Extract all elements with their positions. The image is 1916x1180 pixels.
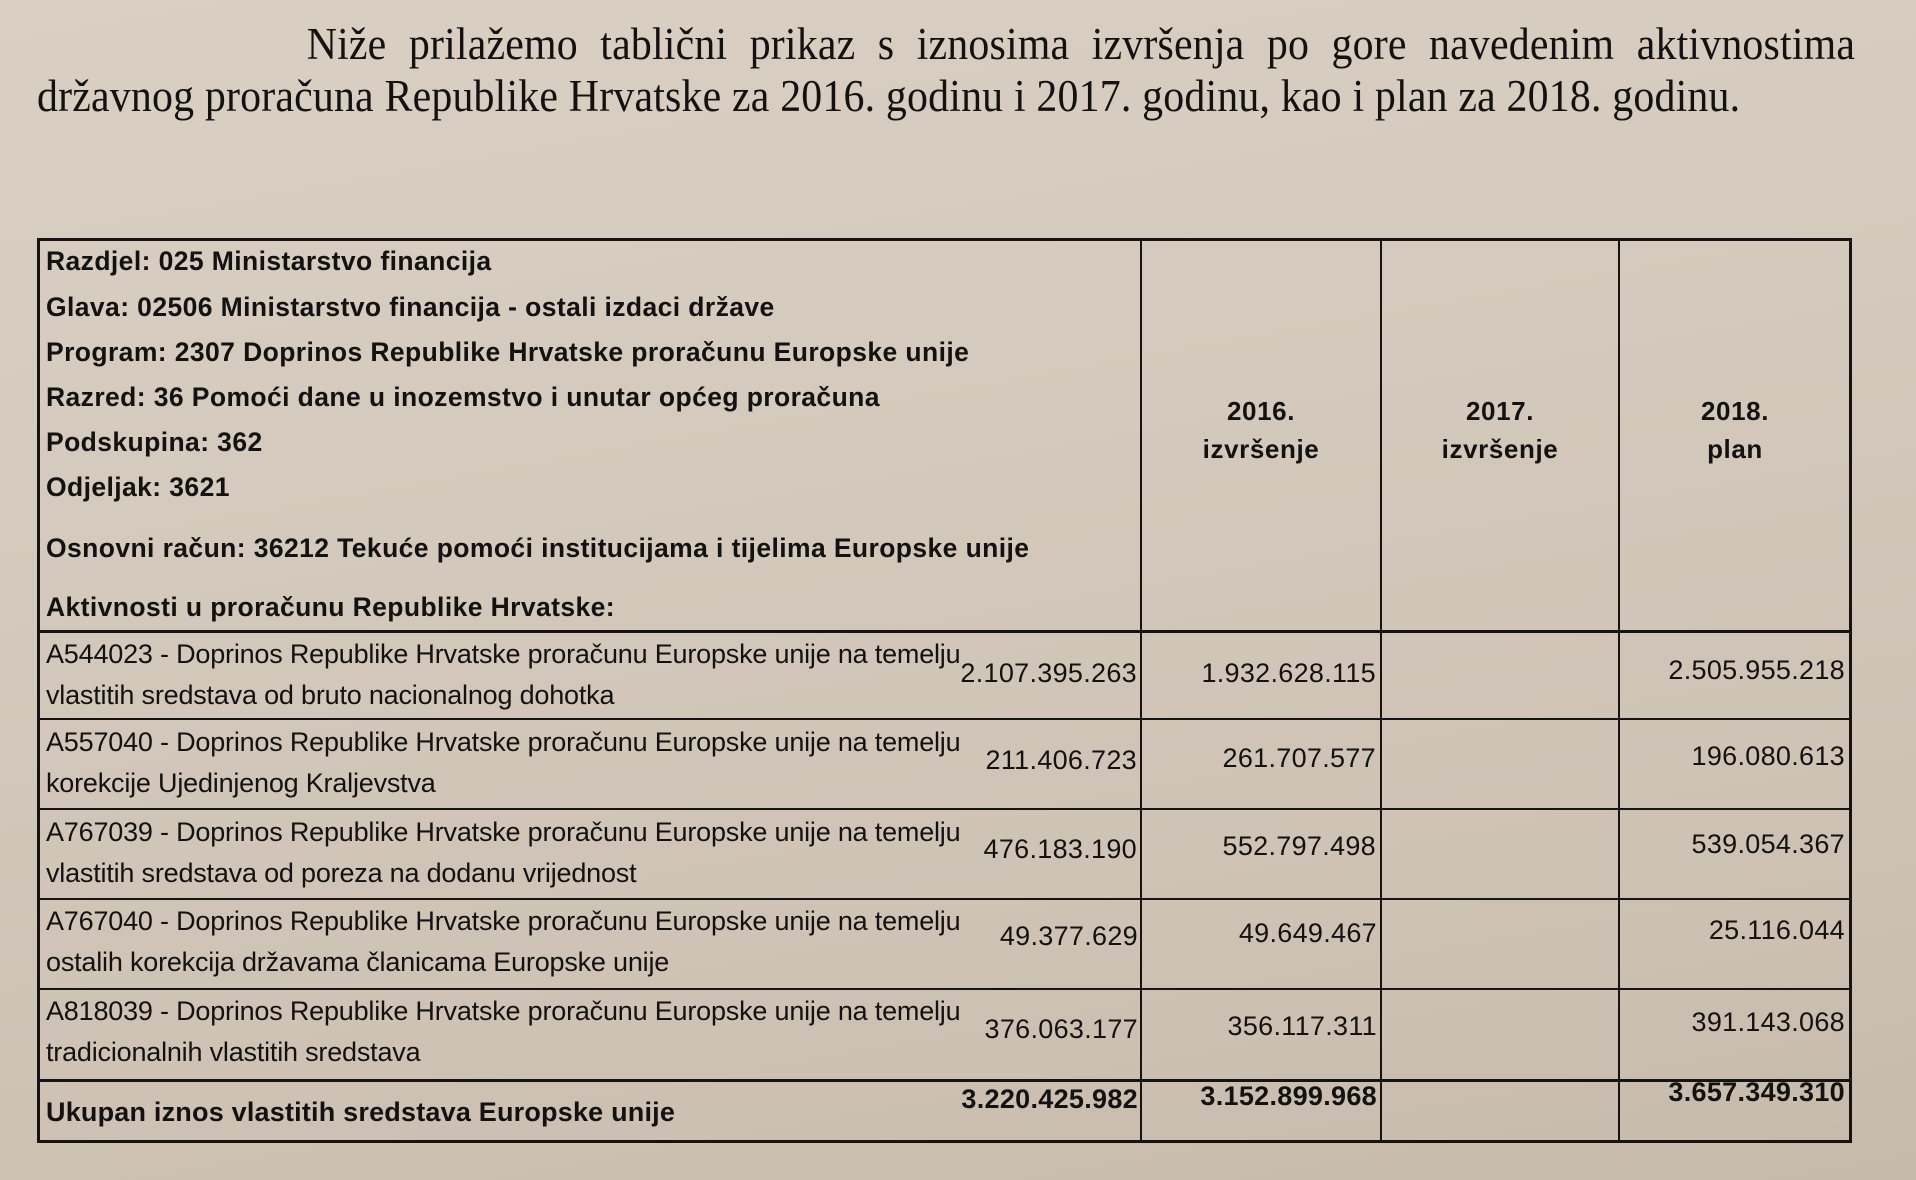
intro-paragraph: Niže prilažemo tablični prikaz s iznosima izvršenja po gore navedenim aktivnostima državnog proračuna Republike Hrvatske za 2016. godinu i 2017. godinu, kao i plan za 2018. godinu. xyxy=(37,19,1856,121)
meta-podskupina: Podskupina: 362 xyxy=(46,427,263,457)
cell-2017: 49.649.467 xyxy=(1238,918,1377,948)
row-label-line2: korekcije Ujedinjenog Kraljevstva xyxy=(46,768,436,798)
total-divider xyxy=(40,1079,1849,1082)
column-type: izvršenje xyxy=(1441,434,1559,464)
meta-razred: Razred: 36 Pomoći dane u inozemstvo i unutar općeg proračuna xyxy=(46,382,880,412)
table-row-label xyxy=(46,812,1136,894)
cell-2018: 2.505.955.218 xyxy=(1668,655,1845,685)
total-label: Ukupan iznos vlastitih sredstava Europske unije xyxy=(46,1097,676,1127)
meta-aktivnosti: Aktivnosti u proračunu Republike Hrvatske: xyxy=(46,592,616,622)
cell-2018: 391.143.068 xyxy=(1691,1007,1845,1037)
row-divider xyxy=(40,988,1849,990)
meta-osnovni-racun: Osnovni račun: 36212 Tekuće pomoći institucijama i tijelima Europske unije xyxy=(46,533,1030,563)
cell-2018: 196.080.613 xyxy=(1691,741,1845,771)
row-label-line2: vlastitih sredstava od bruto nacionalnog dohotka xyxy=(46,680,615,710)
meta-program: Program: 2307 Doprinos Republike Hrvatske proračunu Europske unije xyxy=(46,337,970,367)
table-row-label xyxy=(46,722,1136,804)
column-year: 2017. xyxy=(1465,396,1535,426)
row-label-line1: A767039 - Doprinos Republike Hrvatske proračunu Europske unije na temelju xyxy=(46,817,961,847)
column-type: plan xyxy=(1707,434,1763,464)
row-label-line1: A557040 - Doprinos Republike Hrvatske proračunu Europske unije na temelju xyxy=(46,727,961,757)
row-label-line1: A767040 - Doprinos Republike Hrvatske proračunu Europske unije na temelju xyxy=(46,906,961,936)
row-label-line2: tradicionalnih vlastitih sredstava xyxy=(46,1037,421,1067)
row-label-line2: ostalih korekcija državama članicama Europske unije xyxy=(46,947,670,977)
meta-razdjel: Razdjel: 025 Ministarstvo financija xyxy=(46,246,492,276)
column-header-2016 xyxy=(1142,241,1380,633)
total-2016: 3.220.425.982 xyxy=(961,1084,1138,1114)
row-divider xyxy=(40,718,1849,720)
table-row-label xyxy=(46,991,1136,1073)
cell-2016: 2.107.395.263 xyxy=(960,658,1137,688)
cell-2016: 476.183.190 xyxy=(983,834,1137,864)
cell-2017: 261.707.577 xyxy=(1222,743,1376,773)
table-row-label xyxy=(46,901,1136,983)
row-label-line1: A818039 - Doprinos Republike Hrvatske proračunu Europske unije na temelju xyxy=(46,996,961,1026)
cell-2016: 49.377.629 xyxy=(999,921,1138,951)
row-divider xyxy=(40,898,1849,900)
cell-2017: 552.797.498 xyxy=(1222,831,1376,861)
total-2018: 3.657.349.310 xyxy=(1668,1077,1845,1107)
row-divider xyxy=(40,808,1849,810)
column-year: 2016. xyxy=(1226,396,1296,426)
total-2017: 3.152.899.968 xyxy=(1200,1081,1377,1111)
column-type: izvršenje xyxy=(1202,434,1320,464)
cell-2017: 1.932.628.115 xyxy=(1201,658,1376,688)
column-header-2018 xyxy=(1620,241,1850,633)
column-header-2017 xyxy=(1382,241,1618,633)
cell-2018: 539.054.367 xyxy=(1691,829,1845,859)
cell-2016: 376.063.177 xyxy=(984,1014,1138,1044)
row-label-line2: vlastitih sredstava od poreza na dodanu vrijednost xyxy=(46,858,637,888)
row-label-line1: A544023 - Doprinos Republike Hrvatske proračunu Europske unije na temelju xyxy=(46,639,961,669)
meta-glava: Glava: 02506 Ministarstvo financija - ostali izdaci države xyxy=(46,292,775,322)
meta-odjeljak: Odjeljak: 3621 xyxy=(46,472,230,502)
cell-2017: 356.117.311 xyxy=(1227,1011,1377,1041)
cell-2018: 25.116.044 xyxy=(1708,915,1845,945)
column-year: 2018. xyxy=(1700,396,1770,426)
budget-table xyxy=(37,238,1852,1143)
cell-2016: 211.406.723 xyxy=(985,745,1137,775)
